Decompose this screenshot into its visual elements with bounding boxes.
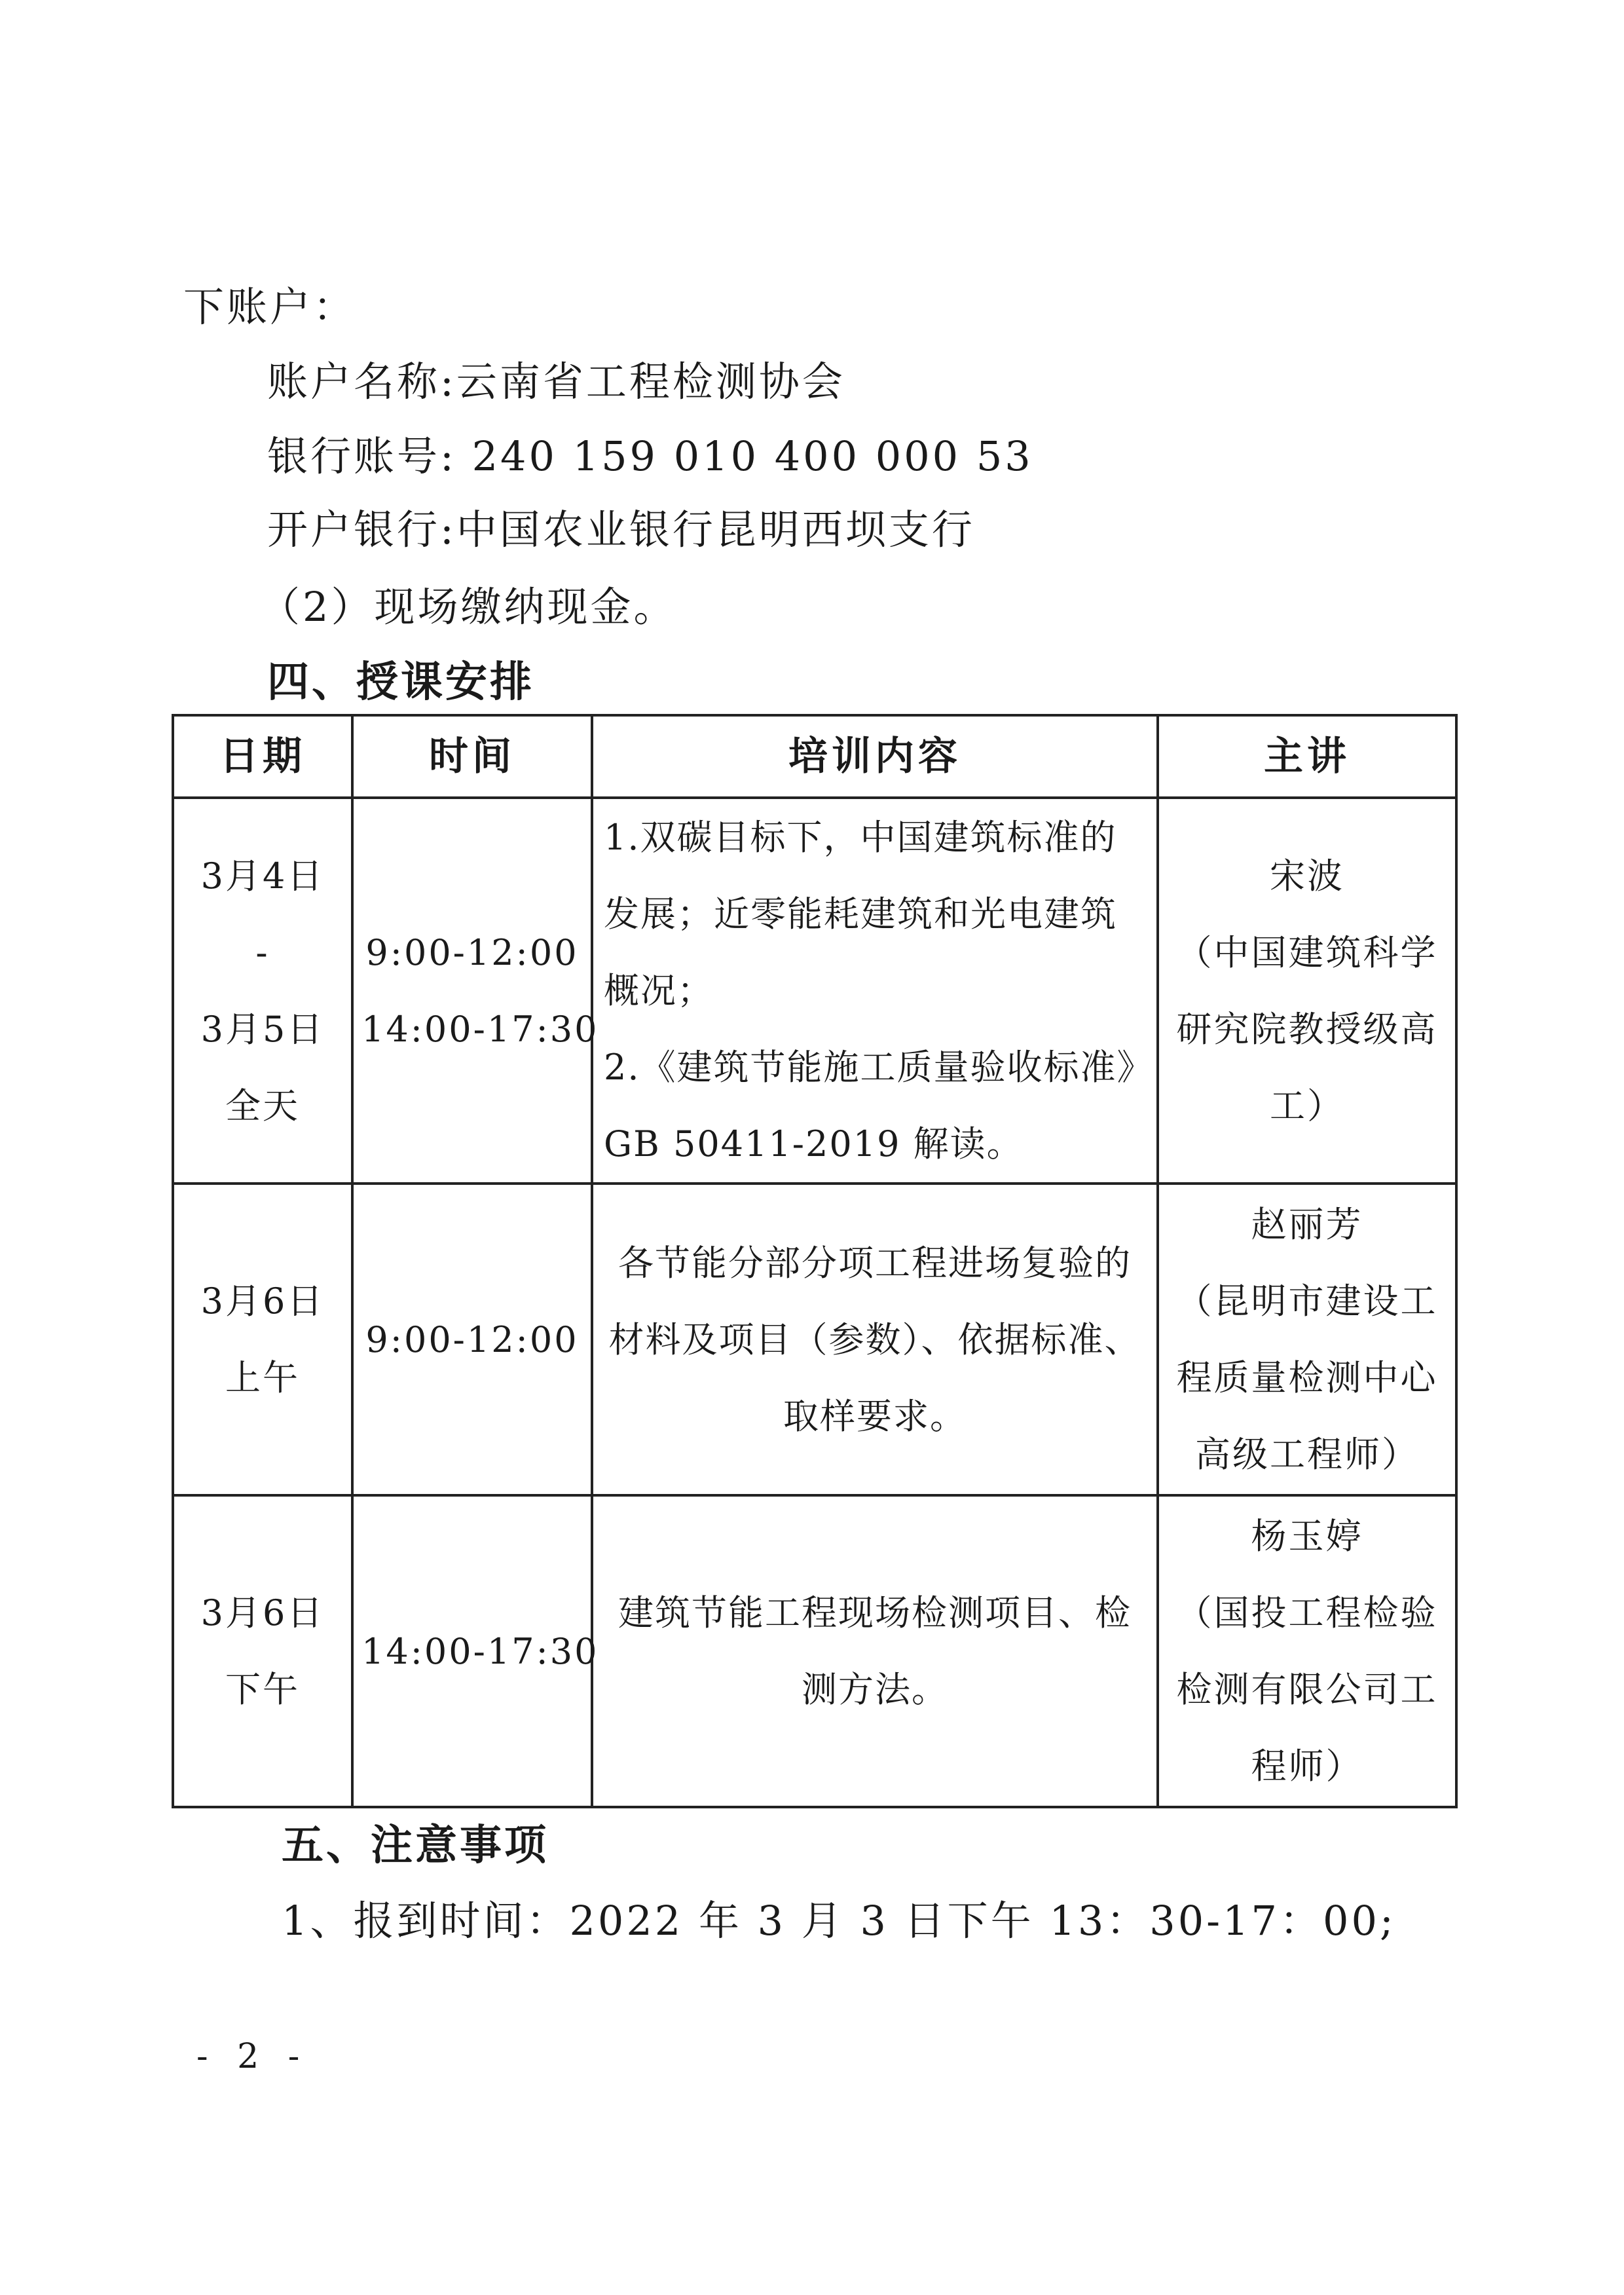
page-number: - 2 -: [196, 2037, 309, 2076]
header-time: 时间: [352, 715, 592, 798]
time-line: 9:00-12:00: [365, 931, 579, 973]
date-cell: [173, 798, 352, 1184]
speaker-cell: [1158, 1495, 1456, 1807]
date-line: 3月6日: [200, 1592, 325, 1633]
date-line: 全天: [225, 1085, 300, 1127]
date-cell: [173, 1495, 352, 1807]
content-cell: [592, 1184, 1158, 1495]
training-schedule-table: [172, 714, 1458, 1808]
account-number: 银行账号: 240 159 010 400 000 53: [267, 432, 1033, 480]
speaker-name: 宋波: [1270, 855, 1344, 897]
date-cell: [173, 1184, 352, 1495]
header-date: 日期: [173, 715, 352, 798]
header-speaker: 主讲: [1158, 715, 1456, 798]
date-line: -: [255, 931, 270, 973]
table-row: [173, 798, 1456, 1184]
section-5-heading: 五、注意事项: [282, 1821, 549, 1870]
speaker-title: （昆明市建设工程质量检测中心高级工程师）: [1176, 1280, 1438, 1475]
speaker-cell: [1158, 1184, 1456, 1495]
account-name: 账户名称:云南省工程检测协会: [267, 358, 845, 405]
speaker-name: 杨玉婷: [1251, 1516, 1363, 1557]
content-line: 各节能分部分项工程进场复验的材料及项目（参数）、依据标准、取样要求。: [608, 1242, 1141, 1437]
speaker-cell: [1158, 798, 1456, 1184]
time-cell: [352, 798, 599, 1184]
time-cell: [352, 1184, 592, 1495]
date-line: 3月5日: [200, 1008, 325, 1050]
report-time-item: 1、报到时间：2022 年 3 月 3 日下午 13：30-17：00;: [282, 1897, 1396, 1945]
cash-payment-option: （2）现场缴纳现金。: [259, 583, 677, 631]
section-4-heading: 四、授课安排: [267, 658, 534, 707]
header-content: 培训内容: [592, 715, 1158, 798]
content-cell: [592, 1495, 1158, 1807]
time-line: 9:00-12:00: [365, 1318, 579, 1360]
time-cell: [352, 1495, 599, 1807]
content-line: 2.《建筑节能施工质量验收标准》GB 50411-2019 解读。: [604, 1047, 1136, 1165]
date-line: 3月6日: [200, 1280, 325, 1322]
table-row: [173, 1184, 1456, 1495]
table-header-row: [173, 715, 1456, 798]
account-bank: 开户银行:中国农业银行昆明西坝支行: [267, 506, 975, 553]
time-line: 14:00-17:30: [361, 1008, 599, 1050]
date-line: 上午: [225, 1357, 300, 1398]
speaker-title: （国投工程检验检测有限公司工程师）: [1176, 1592, 1438, 1787]
content-cell: [592, 798, 1158, 1184]
date-line: 3月4日: [200, 855, 325, 897]
speaker-name: 赵丽芳: [1251, 1204, 1363, 1245]
speaker-title: （中国建筑科学研究院教授级高工）: [1176, 931, 1438, 1127]
content-line: 1.双碳目标下，中国建筑标准的发展；近零能耗建筑和光电建筑概况；: [604, 817, 1117, 1011]
time-line: 14:00-17:30: [361, 1630, 599, 1672]
content-line: 建筑节能工程现场检测项目、检测方法。: [618, 1592, 1132, 1710]
date-line: 下午: [225, 1669, 300, 1710]
account-intro-label: 下账户：: [183, 283, 357, 331]
table-row: [173, 1495, 1456, 1807]
